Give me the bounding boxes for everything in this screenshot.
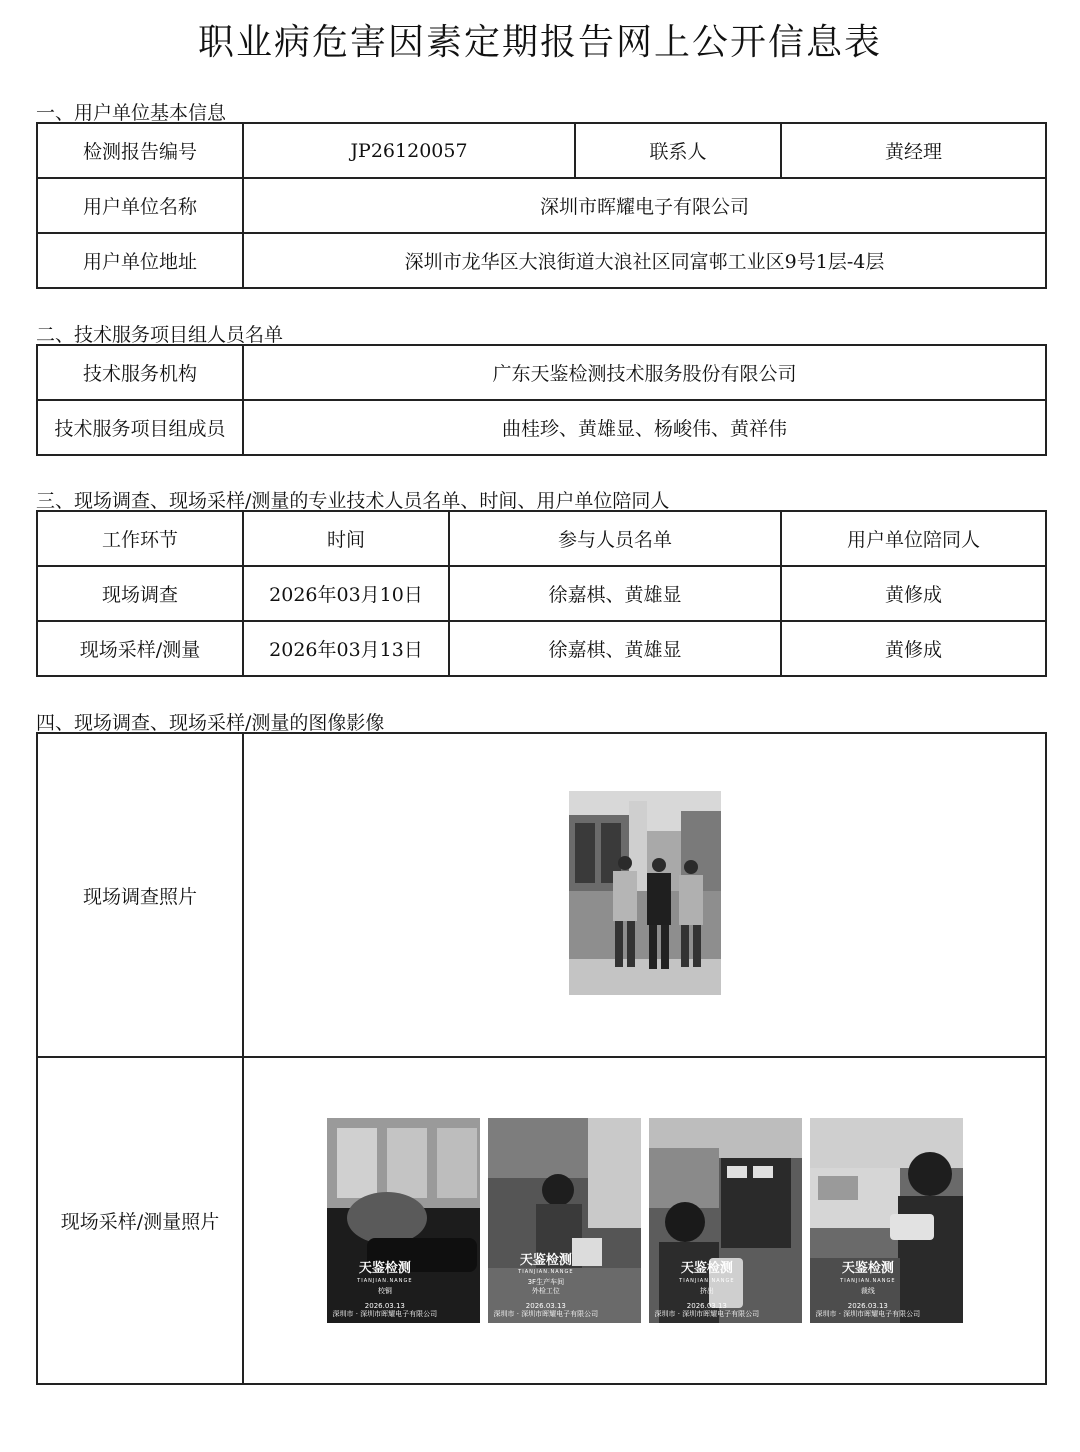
photo-brand-sub: TIANJIAN.NANGE [679,1277,735,1284]
org-value: 广东天鉴检测技术服务股份有限公司 [243,345,1046,400]
table-header-row [37,511,1046,566]
survey-photo-label: 现场调查照片 [37,733,243,1057]
photo-location: 裁线 [860,1286,875,1295]
photo-brand: 天鉴检测 [519,1252,572,1268]
onsite-table [36,510,1047,677]
row-participants: 徐嘉棋、黄雄显 [449,566,781,621]
contact-label: 联系人 [575,123,781,178]
photo-place: 深圳市 · 深圳市晖耀电子有限公司 [654,1310,760,1319]
header-participants: 参与人员名单 [449,511,781,566]
photo-date: 2026.03.13 [847,1301,888,1310]
photo-place: 深圳市 · 深圳市晖耀电子有限公司 [815,1310,921,1319]
photo-brand-sub: TIANJIAN.NANGE [840,1277,896,1284]
photo-brand-sub: TIANJIAN.NANGE [518,1268,574,1275]
section4-heading: 四、现场调查、现场采样/测量的图像影像 [36,712,385,734]
address-label: 用户单位地址 [37,233,243,288]
table-row [37,566,1046,621]
company-label: 用户单位名称 [37,178,243,233]
photo-brand: 天鉴检测 [358,1261,411,1277]
photo-caption [655,1261,760,1319]
photo-caption [816,1261,921,1319]
photo-location: 挤出 [699,1286,714,1295]
photo-place: 深圳市 · 深圳市晖耀电子有限公司 [332,1310,438,1319]
section3-heading: 三、现场调查、现场采样/测量的专业技术人员名单、时间、用户单位陪同人 [36,490,670,512]
survey-photo-image [569,791,721,995]
photo-brand-sub: TIANJIAN.NANGE [357,1277,413,1284]
photo-date: 2026.03.13 [525,1301,566,1310]
survey-photo [569,791,721,995]
report-no-label: 检测报告编号 [37,123,243,178]
table-row [37,621,1046,676]
sampling-photo [488,1118,641,1323]
sampling-photo [649,1118,802,1323]
photo-location: 3F生产车间 外检工位 [527,1278,565,1295]
page-title: 职业病危害因素定期报告网上公开信息表 [197,22,882,63]
header-time: 时间 [243,511,449,566]
contact-value: 黄经理 [781,123,1046,178]
photo-caption [494,1253,599,1320]
report-no-value: JP26120057 [243,123,575,178]
org-label: 技术服务机构 [37,345,243,400]
members-label: 技术服务项目组成员 [37,400,243,455]
sampling-photo-label: 现场采样/测量照片 [37,1057,243,1384]
photo-place: 深圳市 · 深圳市晖耀电子有限公司 [493,1310,599,1319]
row-escort: 黄修成 [781,566,1046,621]
members-value: 曲桂珍、黄雄显、杨峻伟、黄祥伟 [243,400,1046,455]
sampling-photo-cell [243,1057,1046,1384]
row-time: 2026年03月13日 [243,621,449,676]
row-stage: 现场采样/测量 [37,621,243,676]
photo-brand: 天鉴检测 [680,1261,733,1277]
address-value: 深圳市龙华区大浪街道大浪社区同富邨工业区9号1层-4层 [243,233,1046,288]
photo-date: 2026.03.13 [364,1301,405,1310]
company-value: 深圳市晖耀电子有限公司 [243,178,1046,233]
header-escort: 用户单位陪同人 [781,511,1046,566]
row-stage: 现场调查 [37,566,243,621]
sampling-photo [810,1118,963,1323]
section1-heading: 一、用户单位基本信息 [36,102,227,124]
basic-info-table [36,122,1047,289]
photo-brand: 天鉴检测 [841,1261,894,1277]
row-escort: 黄修成 [781,621,1046,676]
row-participants: 徐嘉棋、黄雄显 [449,621,781,676]
section2-heading: 二、技术服务项目组人员名单 [36,324,284,346]
photo-table [36,732,1047,1385]
sampling-photo [327,1118,480,1323]
header-stage: 工作环节 [37,511,243,566]
survey-photo-cell [243,733,1046,1057]
team-table [36,344,1047,456]
sampling-photo-row [244,1118,1045,1323]
photo-location: 校铜 [377,1286,392,1295]
photo-caption [333,1261,438,1319]
photo-date: 2026.03.13 [686,1301,727,1310]
row-time: 2026年03月10日 [243,566,449,621]
